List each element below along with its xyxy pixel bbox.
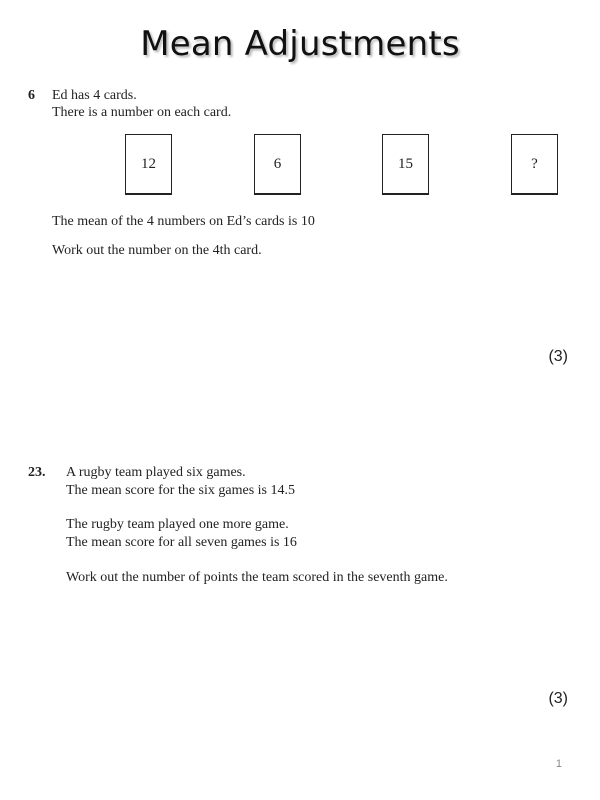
number-card: ? bbox=[511, 134, 558, 194]
question-instruction: Work out the number of points the team scored in the seventh game. bbox=[66, 570, 448, 585]
question-text-line: There is a number on each card. bbox=[52, 105, 232, 120]
page-number: 1 bbox=[555, 758, 562, 770]
question-text-line: A rugby team played six games. bbox=[66, 465, 246, 480]
question-instruction: Work out the number on the 4th card. bbox=[52, 243, 262, 258]
question-text-line: The mean of the 4 numbers on Ed’s cards is 10 bbox=[52, 214, 315, 229]
number-card: 12 bbox=[125, 134, 172, 194]
question-number: 23. bbox=[28, 465, 46, 480]
marks-label: (3) bbox=[548, 690, 568, 707]
marks-label: (3) bbox=[548, 348, 568, 365]
question-text-line: Ed has 4 cards. bbox=[52, 88, 137, 103]
question-text-line: The rugby team played one more game. bbox=[66, 517, 289, 532]
number-card: 15 bbox=[382, 134, 429, 194]
question-number: 6 bbox=[28, 88, 35, 103]
question-text-line: The mean score for all seven games is 16 bbox=[66, 535, 297, 550]
number-card: 6 bbox=[254, 134, 301, 194]
question-text-line: The mean score for the six games is 14.5 bbox=[66, 483, 295, 498]
page-title: Mean Adjustments bbox=[140, 24, 460, 64]
